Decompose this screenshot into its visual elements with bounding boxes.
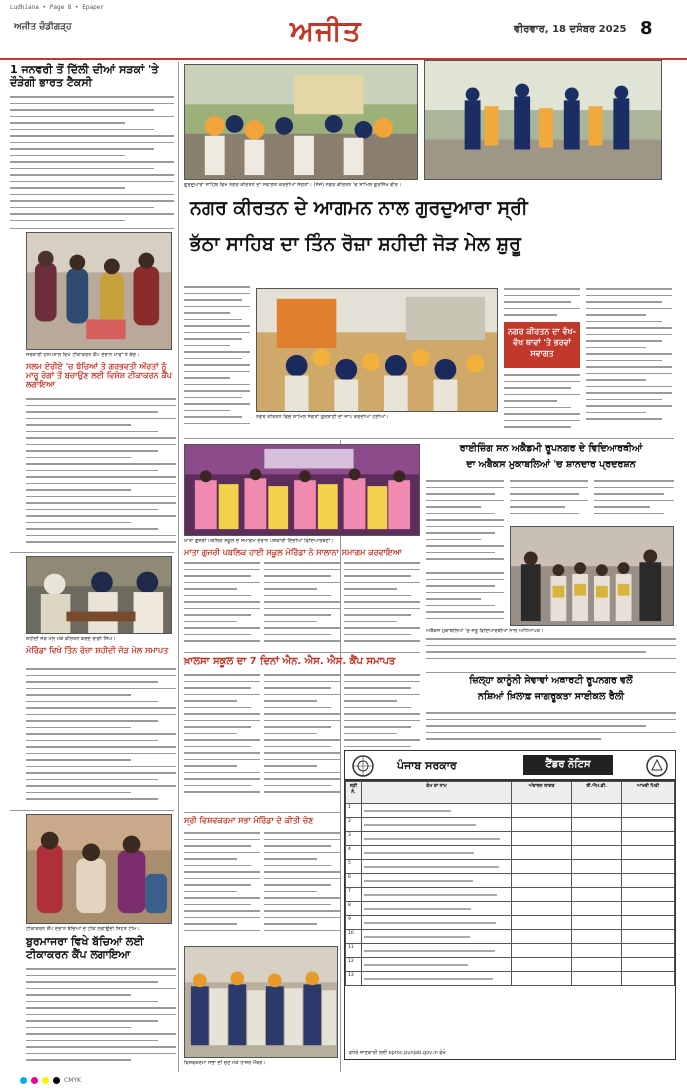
tender-cell [362,958,512,972]
tender-cell: 9 [346,916,362,930]
tender-cell: 5 [346,860,362,874]
tender-cell [512,958,572,972]
tender-cell [572,902,622,916]
divider [10,552,174,553]
tender-cell: 7 [346,888,362,902]
tender-cell [512,832,572,846]
vaccination-photo-caption: ਸਰਕਾਰੀ ਹਸਪਤਾਲ ਵਿਖੇ ਟੀਕਾਕਰਨ ਕੈਂਪ ਦੌਰਾਨ ਮਾਵਾਂ ਤੇ ਬੱਚੇ। [26,352,140,358]
taxi-headline: 1 ਜਨਵਰੀ ਤੋਂ ਦਿੱਲੀ ਦੀਆਂ ਸੜਕਾਂ 'ਤੇ ਦੌੜੇਗੀ ਭਾਰਤ ਟੈਕਸੀ [10,63,159,89]
tender-cell [512,972,572,986]
tender-col-header: ਕੰਮ ਦਾ ਨਾਮ [362,782,512,804]
tender-cell: 11 [346,944,362,958]
tender-notice-box [344,750,676,1060]
section-label: ਅਜੀਤ ਚੰਡੀਗੜ੍ਹ [14,22,72,32]
school-body-col2 [264,562,340,650]
tender-row [346,944,675,958]
tender-cell [572,818,622,832]
color-swatch [20,1077,27,1084]
tender-cell [572,860,622,874]
ryzing-body-bottom [426,638,676,668]
slum-vaccination-headline: ਸਲਮ ਏਰੀਏ 'ਚ ਬੱਚਿਆਂ ਤੇ ਗਰਭਵਤੀ ਔਰਤਾਂ ਨੂੰ ਮਾਰੂ ਰੋਗਾਂ ਤੋਂ ਬਚਾਉਣ ਲਈ ਵਿਸ਼ੇਸ਼ ਟੀਕਾਕਰਨ ਕੈਂਪ ਲਗਾਇਆ [26,362,172,390]
vishwakarma-group-photo [184,946,338,1058]
ryzing-body-col3 [594,480,674,524]
tender-govt-label: ਪੰਜਾਬ ਸਰਕਾਰ [397,759,457,772]
color-swatch [53,1077,60,1084]
tender-row [346,832,675,846]
vishwakarma-headline: ਸ੍ਰੀ ਵਿਸ਼ਵਕਰਮਾ ਸਭਾ ਮੋਰਿੰਡਾ ਦੇ ਕੀਤੀ ਚੋਣ [184,816,314,825]
tender-cell [362,916,512,930]
tender-cell [572,930,622,944]
tender-row [346,860,675,874]
shaheedi-mela-headline: ਮੋਰਿੰਡਾ ਵਿਖੇ ਤਿੰਨ ਰੋਜ਼ਾ ਸ਼ਹੀਦੀ ਜੋੜ ਮੇਲ ਸਮਾਪਤ [26,646,169,655]
ryzing-body-col2 [510,480,588,524]
tender-cell [621,930,674,944]
tender-cell: 4 [346,846,362,860]
tender-cell [621,832,674,846]
tender-cell [572,804,622,818]
tender-cell [621,874,674,888]
tender-cell [362,846,512,860]
tender-cell [572,944,622,958]
tender-cell [362,860,512,874]
tender-cell [362,818,512,832]
tender-table [345,781,675,986]
tender-cell [362,902,512,916]
tender-row [346,916,675,930]
top-photos-caption: ਗੁਰਦੁਆਰਾ ਸਾਹਿਬ ਵਿਖੇ ਨਗਰ ਕੀਰਤਨ ਦਾ ਸਵਾਗਤ ਕਰਦੀਆਂ ਸੰਗਤਾਂ। (ਸੱਜੇ) ਨਗਰ ਕੀਰਤਨ 'ਚ ਸ਼ਾਮਿਲ ਗੁਰਸਿੱਖ ਵੀਰ। [184,182,402,188]
main-story-body-col4 [586,288,672,436]
tender-cell [362,804,512,818]
tender-cell [362,944,512,958]
tender-cell [512,916,572,930]
tender-cell [621,972,674,986]
shaheedi-mela-body [26,668,176,808]
taxi-body [10,96,174,226]
tender-cell: 12 [346,958,362,972]
print-color-bar [0,1075,687,1087]
tender-cell: 10 [346,930,362,944]
tender-cell [621,860,674,874]
tender-cell [362,888,512,902]
emblem-icon [645,754,669,778]
ryzing-photo-caption: ਅਬੈਕਸ ਮੁਕਾਬਲਿਆਂ 'ਚ ਜੇਤੂ ਵਿਦਿਆਰਥੀਆਂ ਨਾਲ ਅਧਿਆਪਕ। [426,628,544,634]
main-story-body-col3 [504,374,580,436]
welcome-callout-box: ਨਗਰ ਕੀਰਤਨ ਦਾ ਵੱਖ-ਵੱਖ ਥਾਵਾਂ 'ਤੇ ਭਰਵਾਂ ਸਵਾਗਤ [504,322,580,368]
tender-cell [621,958,674,972]
tender-row [346,902,675,916]
page-number: 8 [640,18,653,39]
tender-cell [572,832,622,846]
tender-row [346,804,675,818]
legal-rally-headline-line2: ਨਸ਼ਿਆਂ ਖ਼ਿਲਾਫ਼ ਜਾਗਰੂਕਤਾ ਸਾਈਕਲ ਰੈਲੀ [477,691,625,702]
tender-cell [621,846,674,860]
burmajra-camp-photo [26,814,172,924]
school-function-photo [184,444,420,536]
issue-date: ਵੀਰਵਾਰ, 18 ਦਸੰਬਰ 2025 [514,24,627,35]
divider [10,810,174,811]
tender-row [346,930,675,944]
crowd-photo-caption: ਨਗਰ ਕੀਰਤਨ ਵਿਚ ਸ਼ਾਮਿਲ ਸੰਗਤਾਂ ਗੁਰਬਾਣੀ ਦਾ ਜਾਪ ਕਰਦੀਆਂ ਹੋਈਆਂ। [256,414,389,420]
tender-cell: 8 [346,902,362,916]
kirtan-photo-caption: ਸ਼ਹੀਦੀ ਜੋੜ ਮੇਲ ਮੌਕੇ ਕੀਰਤਨ ਕਰਦੇ ਰਾਗੀ ਸਿੰਘ। [26,636,116,642]
ryzing-body-col1b [426,572,504,626]
burmajra-headline: ਬੁਰਮਾਜਰਾ ਵਿਖੇ ਬੱਚਿਆਂ ਲਈ ਟੀਕਾਕਰਨ ਕੈਂਪ ਲਗਾਇਆ [26,935,144,961]
tender-cell [512,874,572,888]
divider [184,438,674,439]
tender-col-header: ਆਖਰੀ ਮਿਤੀ [621,782,674,804]
vishwakarma-body-col2 [264,832,340,942]
tender-col-header: ਈ.ਐਮ.ਡੀ. [572,782,622,804]
tender-col-header: ਅੰਦਾਜ਼ਨ ਲਾਗਤ [512,782,572,804]
tender-cell [512,818,572,832]
main-headline-line1: ਨਗਰ ਕੀਰਤਨ ਦੇ ਆਗਮਨ ਨਾਲ ਗੁਰਦੁਆਰਾ ਸ੍ਰੀ [190,197,528,219]
school-function-headline: ਮਾਤਾ ਗੁਜਰੀ ਪਬਲਿਕ ਹਾਈ ਸਕੂਲ ਮੋਰਿੰਡਾ ਨੇ ਸਾਲਾਨਾ ਸਮਾਗਮ ਕਰਵਾਇਆ [184,548,402,557]
group-photo-caption: ਵਿਸ਼ਵਕਰਮਾ ਸਭਾ ਦੀ ਚੋਣ ਮੌਕੇ ਹਾਜ਼ਰ ਮੈਂਬਰ। [184,1060,266,1066]
tender-row [346,874,675,888]
kirtan-photo [26,556,172,634]
tender-cell: 3 [346,832,362,846]
color-swatch [42,1077,49,1084]
print-info-bar: Ludhiana • Page 8 • Epaper [10,4,104,11]
tender-cell: 6 [346,874,362,888]
tender-cell [512,804,572,818]
tender-cell [512,846,572,860]
tender-row [346,888,675,902]
tender-cell: 2 [346,818,362,832]
khalsa-body-col2 [264,674,340,806]
school-body-col3 [344,562,420,650]
slum-vaccination-body [26,398,176,550]
legal-rally-body [426,712,676,746]
tender-cell [362,874,512,888]
tender-cell [362,972,512,986]
nagar-kirtan-photo-right [424,60,662,180]
tender-cell [512,930,572,944]
tender-cell: 1 [346,804,362,818]
nagar-kirtan-crowd-photo [256,288,498,412]
tender-cell [572,958,622,972]
tender-cell [572,972,622,986]
tender-cell [572,874,622,888]
tender-title: ਟੈਂਡਰ ਨੋਟਿਸ [523,755,613,775]
tender-row [346,846,675,860]
tender-cell [362,930,512,944]
divider [10,228,174,229]
ryzing-body-col1 [426,480,504,568]
khalsa-body-col1 [184,674,260,806]
ryzing-students-photo [510,526,674,626]
tender-cell [621,818,674,832]
khalsa-camp-headline: ਖ਼ਾਲਸਾ ਸਕੂਲ ਦਾ 7 ਦਿਨਾਂ ਐਨ. ਐਸ. ਐਸ. ਕੈਂਪ ਸਮਾਪਤ [184,656,396,667]
column-rule [178,62,179,1072]
ryzing-headline-line1: ਰਾਈਜ਼ਿੰਗ ਸਨ ਅਕੈਡਮੀ ਰੂਪਨਗਰ ਦੇ ਵਿਦਿਆਰਥੀਆਂ [459,443,643,454]
vishwakarma-body-col1 [184,832,260,942]
tender-cell [512,902,572,916]
tender-cell [621,944,674,958]
tender-col-header: ਲੜੀ ਨੰ. [346,782,362,804]
tender-footer-note: ਵਧੇਰੇ ਜਾਣਕਾਰੀ ਲਈ eproc.punjab.gov.in ਵੇਖੋ [349,1050,446,1056]
tender-row [346,958,675,972]
tender-cell [512,860,572,874]
main-story-body-col3-top [504,288,580,318]
tender-cell [621,902,674,916]
burmajra-body [26,968,176,1068]
ryzing-headline-line2: ਦਾ ਅਬੈਕਸ ਮੁਕਾਬਲਿਆਂ 'ਚ ਸ਼ਾਨਦਾਰ ਪ੍ਰਦਰਸ਼ਨ [466,459,636,470]
tender-cell [621,804,674,818]
tender-cell: 13 [346,972,362,986]
main-story-body-col1 [184,286,250,436]
newspaper-logo: ਅਜੀਤ [290,14,362,47]
school-body-col1 [184,562,260,650]
tender-cell [572,916,622,930]
emblem-icon [351,754,375,778]
tender-cell [512,888,572,902]
tender-cell [621,888,674,902]
color-swatch [31,1077,38,1084]
school-photo-caption: ਮਾਤਾ ਗੁਜਰੀ ਪਬਲਿਕ ਸਕੂਲ ਦੇ ਸਮਾਗਮ ਦੌਰਾਨ ਪੇਸ਼ਕਾਰੀ ਦਿੰਦੀਆਂ ਵਿਦਿਆਰਥਣਾਂ। [184,538,334,544]
main-headline-line2: ਭੱਠਾ ਸਾਹਿਬ ਦਾ ਤਿੰਨ ਰੋਜ਼ਾ ਸ਼ਹੀਦੀ ਜੋੜ ਮੇਲ ਸ਼ੁਰੂ [190,233,521,255]
vaccination-camp-photo [26,232,172,350]
tender-cell [362,832,512,846]
divider [426,672,676,673]
tender-cell [572,846,622,860]
nagar-kirtan-photo-left [184,64,418,180]
tender-row [346,972,675,986]
tender-cell [572,888,622,902]
divider [184,812,340,813]
divider [184,652,420,653]
tender-cell [512,944,572,958]
burmajra-photo-caption: ਟੀਕਾਕਰਨ ਕੈਂਪ ਦੌਰਾਨ ਬੱਚਿਆਂ ਦੇ ਟੀਕੇ ਲਗਾਉਂਦੀ ਸਿਹਤ ਟੀਮ। [26,926,140,932]
tender-cell [621,916,674,930]
legal-rally-headline-line1: ਜ਼ਿਲ੍ਹਾ ਕਾਨੂੰਨੀ ਸੇਵਾਵਾਂ ਅਥਾਰਟੀ ਰੂਪਨਗਰ ਵਲੋਂ [469,675,633,686]
tender-header-row [346,782,675,804]
tender-row [346,818,675,832]
color-bar-label: CMYK [64,1077,81,1084]
